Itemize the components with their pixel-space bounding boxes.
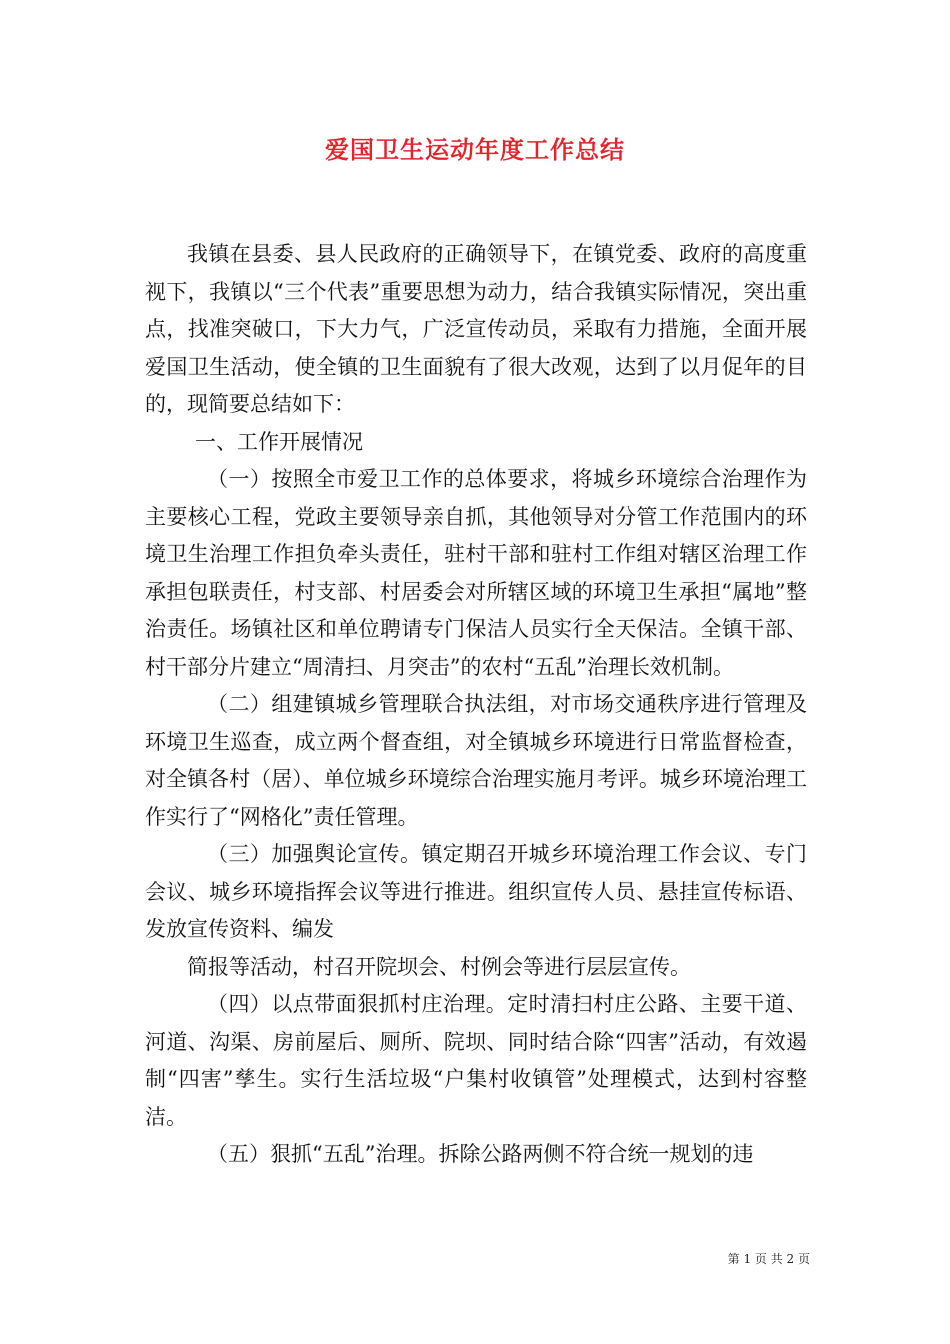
paragraph-item-2: （二）组建镇城乡管理联合执法组，对市场交通秩序进行管理及环境卫生巡查，成立两个督查组，对全镇城乡环境进行日常监督检查，对全镇各村（居）、单位城乡环境综合治理实施月考评。城乡环境治理工作实行了“网格化”责任管理。 <box>145 692 807 829</box>
paragraph-item-4: （四）以点带面狠抓村庄治理。定时清扫村庄公路、主要干道、河道、沟渠、房前屋后、厕所、院坝、同时结合除“四害”活动，有效遏制“四害”孳生。实行生活垃圾“户集村收镇管”处理模式，达到村容整洁。 <box>145 992 807 1129</box>
document-body <box>145 236 807 1174</box>
paragraph-item-3: （三）加强舆论宣传。镇定期召开城乡环境治理工作会议、专门会议、城乡环境指挥会议等进行推进。组织宣传人员、悬挂宣传标语、发放宣传资料、编发 <box>145 842 807 941</box>
page-number-footer: 第 1 页 共 2 页 <box>727 1252 810 1266</box>
paragraph-item-3-continued: 简报等活动，村召开院坝会、村例会等进行层层宣传。 <box>187 954 691 979</box>
section-heading-1: 一、工作开展情况 <box>195 429 363 454</box>
paragraph-item-5: （五）狠抓“五乱”治理。拆除公路两侧不符合统一规划的违 <box>207 1142 754 1166</box>
document-title: 爱国卫生运动年度工作总结 <box>325 135 625 164</box>
paragraph-intro: 我镇在县委、县人民政府的正确领导下，在镇党委、政府的高度重视下，我镇以“三个代表”重要思想为动力，结合我镇实际情况，突出重点，找准突破口，下大力气，广泛宣传动员，采取有力措施，全面开展爱国卫生活动，使全镇的卫生面貌有了很大改观，达到了以月促年的目的，现简要总结如下： <box>145 242 807 416</box>
paragraph-item-1: （一）按照全市爱卫工作的总体要求，将城乡环境综合治理作为主要核心工程，党政主要领导亲自抓，其他领导对分管工作范围内的环境卫生治理工作担负牵头责任，驻村干部和驻村工作组对辖区治理工作承担包联责任，村支部、村居委会对所辖区域的环境卫生承担“属地”整治责任。场镇社区和单位聘请专门保洁人员实行全天保洁。全镇干部、村干部分片建立“周清扫、月突击”的农村“五乱”治理长效机制。 <box>145 467 807 679</box>
